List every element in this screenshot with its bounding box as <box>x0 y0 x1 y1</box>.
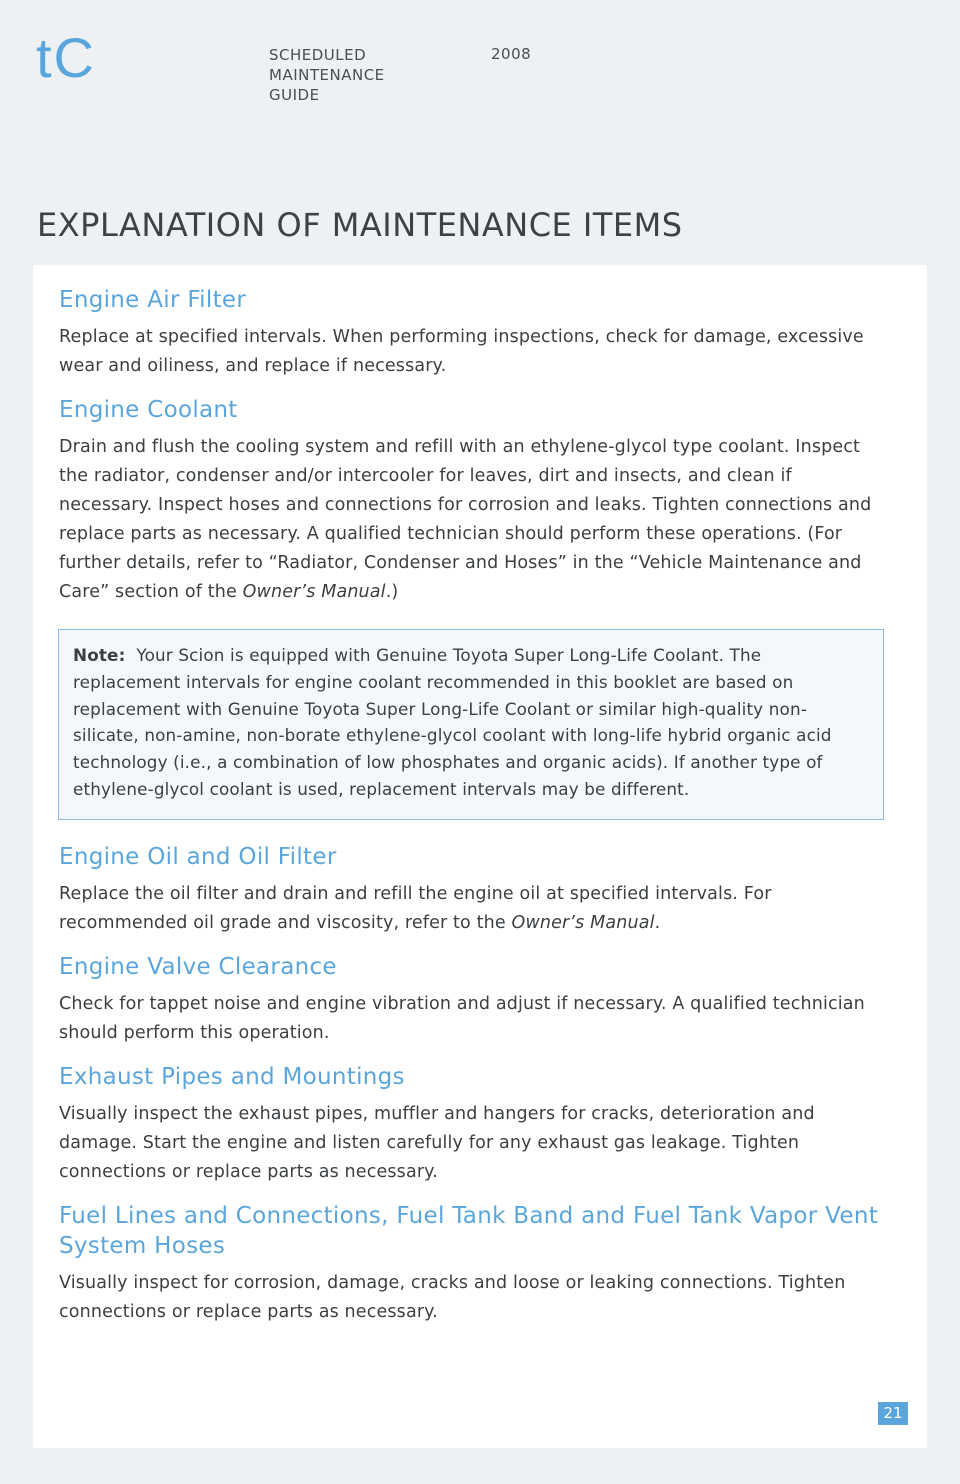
section-body: Replace the oil filter and drain and refill the engine oil at specified intervals. For recommended oil grade and viscosity, refer to the Owner’s Manual. <box>59 883 772 933</box>
content-card <box>33 265 927 1448</box>
section-exhaust <box>59 1062 889 1187</box>
guide-label <box>269 45 385 105</box>
page-title: EXPLANATION OF MAINTENANCE ITEMS <box>37 206 683 244</box>
section-heading: Engine Coolant <box>59 397 238 423</box>
section-heading: Engine Valve Clearance <box>59 953 337 980</box>
section-body: Drain and flush the cooling system and refill with an ethylene-glycol type coolant. Inspect the radiator, condenser and/or intercooler for leaves, dirt and insects, and clean if necessary. Inspect hoses and connections for corrosion and leaks. Tighten connections and replace parts as necessary. A qualified technician should perform these operations. (For further details, refer to “Radiator, Condenser and Hoses” in the “Vehicle Maintenance and Care” section of the Owner’s Manual.) <box>59 437 872 602</box>
section-valve-clearance <box>59 952 889 1048</box>
coolant-note-box <box>58 629 884 820</box>
note-label: Note: <box>73 645 126 665</box>
section-engine-air-filter <box>59 285 889 381</box>
guide-line-3: GUIDE <box>269 86 320 104</box>
section-body: Replace at specified intervals. When performing inspections, check for damage, excessive wear and oiliness, and replace if necessary. <box>59 327 864 376</box>
section-fuel-lines <box>59 1201 889 1327</box>
content-column <box>59 285 889 1341</box>
brand-logo: tC <box>36 26 96 89</box>
section-heading: Exhaust Pipes and Mountings <box>59 1063 405 1090</box>
section-heading: Engine Air Filter <box>59 287 247 313</box>
section-body: Visually inspect for corrosion, damage, cracks and loose or leaking connections. Tighten connections or replace parts as necessary. <box>59 1272 846 1322</box>
page-number: 21 <box>878 1402 908 1425</box>
section-engine-oil <box>59 842 889 938</box>
section-heading: Engine Oil and Oil Filter <box>59 843 337 870</box>
section-body: Visually inspect the exhaust pipes, muffler and hangers for cracks, deterioration and damage. Start the engine and listen carefully for any exhaust gas leakage. Tighten connections or replace parts as necessary. <box>59 1103 815 1182</box>
guide-line-2: MAINTENANCE <box>269 66 385 84</box>
guide-line-1: SCHEDULED <box>269 46 367 64</box>
section-heading: Fuel Lines and Connections, Fuel Tank Band and Fuel Tank Vapor Vent System Hoses <box>59 1202 879 1259</box>
note-text: Your Scion is equipped with Genuine Toyota Super Long-Life Coolant. The replacement intervals for engine coolant recommended in this booklet are based on replacement with Genuine Toyota Super Long-Life Coolant or similar high-quality non-silicate, non-amine, non-borate ethylene-glycol coolant with long-life hybrid organic acid technology (i.e., a combination of low phosphates and organic acids). If another type of ethylene-glycol coolant is used, replacement intervals may be different. <box>73 645 832 799</box>
section-body: Check for tappet noise and engine vibration and adjust if necessary. A qualified technician should perform this operation. <box>59 993 865 1043</box>
model-year: 2008 <box>491 45 532 63</box>
section-engine-coolant <box>59 395 889 607</box>
